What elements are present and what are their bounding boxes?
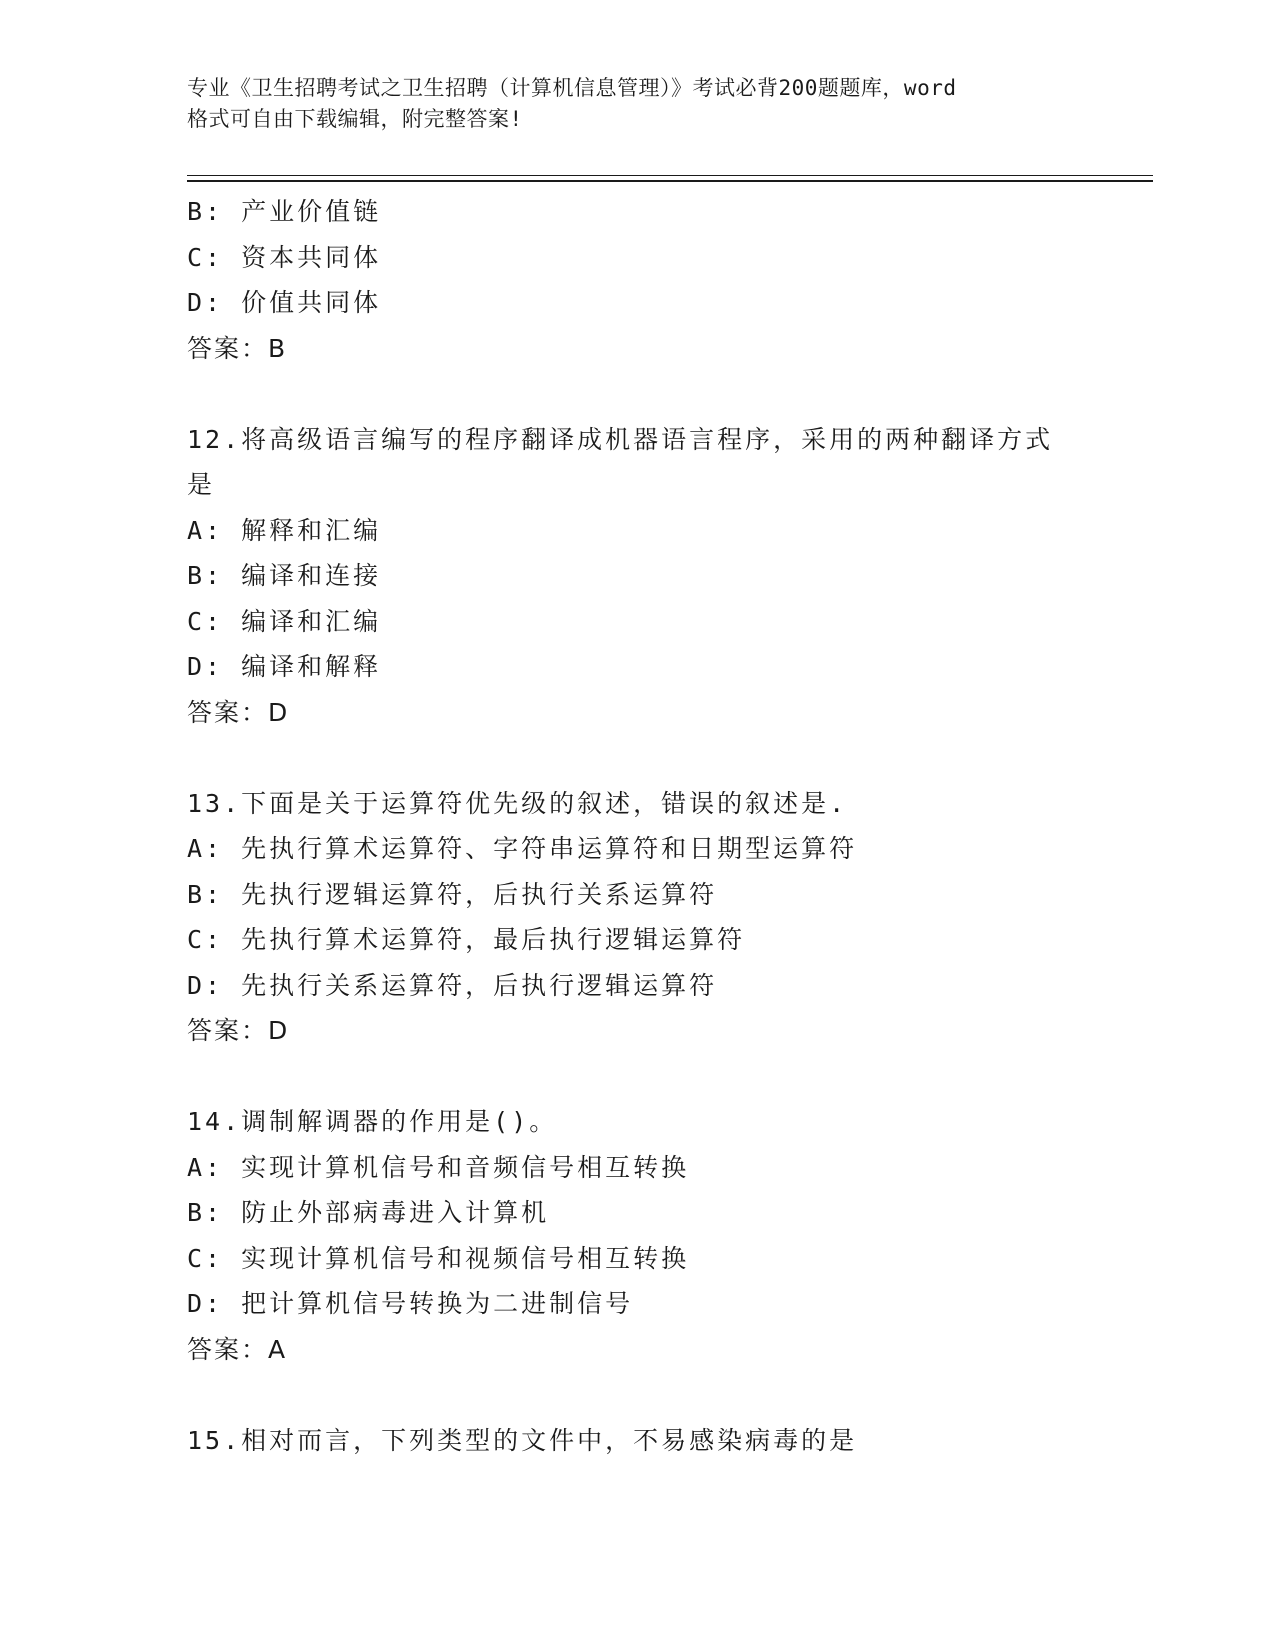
option-c: C: 实现计算机信号和视频信号相互转换 <box>187 1243 690 1273</box>
header-line-2: 格式可自由下载编辑，附完整答案! <box>187 107 523 131</box>
option-b: B: 产业价值链 <box>187 197 382 226</box>
question-list <box>187 189 1087 1463</box>
header-rule-thick <box>187 180 1153 182</box>
option-c: C: 编译和汇编 <box>187 606 382 636</box>
question-15 <box>187 1418 1087 1464</box>
option-b: B: 编译和连接 <box>187 561 382 590</box>
question-stem: 12.将高级语言编写的程序翻译成机器语言程序，采用的两种翻译方式 <box>187 424 1054 454</box>
option-c: C: 资本共同体 <box>187 242 382 272</box>
spacer <box>187 1054 1087 1100</box>
question-11 <box>187 189 1087 371</box>
spacer <box>187 735 1087 781</box>
spacer <box>187 1372 1087 1418</box>
question-12 <box>187 417 1087 736</box>
option-a: A: 实现计算机信号和音频信号相互转换 <box>187 1152 690 1182</box>
answer-label: 答案：D <box>187 697 290 727</box>
question-stem: 14.调制解调器的作用是()。 <box>187 1107 558 1136</box>
answer-label: 答案：B <box>187 333 288 363</box>
option-d: D: 先执行关系运算符，后执行逻辑运算符 <box>187 970 718 1000</box>
spacer <box>187 371 1087 417</box>
question-stem: 13.下面是关于运算符优先级的叙述，错误的叙述是. <box>187 788 848 818</box>
option-d: D: 把计算机信号转换为二进制信号 <box>187 1289 634 1318</box>
option-a: A: 解释和汇编 <box>187 515 382 545</box>
option-a: A: 先执行算术运算符、字符串运算符和日期型运算符 <box>187 834 858 863</box>
answer-label: 答案：D <box>187 1016 290 1045</box>
option-b: B: 防止外部病毒进入计算机 <box>187 1198 550 1227</box>
option-c: C: 先执行算术运算符，最后执行逻辑运算符 <box>187 925 746 954</box>
option-d: D: 价值共同体 <box>187 288 382 317</box>
header-rule-thin <box>187 175 1153 176</box>
question-13 <box>187 781 1087 1054</box>
header-line-1: 专业《卫生招聘考试之卫生招聘（计算机信息管理）》考试必背200题题库，word <box>187 76 957 100</box>
question-14 <box>187 1099 1087 1372</box>
answer-label: 答案：A <box>187 1334 288 1364</box>
option-d: D: 编译和解释 <box>187 652 382 681</box>
document-header <box>187 73 1087 135</box>
question-stem: 15.相对而言，下列类型的文件中，不易感染病毒的是 <box>187 1425 858 1455</box>
option-b: B: 先执行逻辑运算符，后执行关系运算符 <box>187 879 718 909</box>
question-stem-continued: 是 <box>187 470 216 499</box>
